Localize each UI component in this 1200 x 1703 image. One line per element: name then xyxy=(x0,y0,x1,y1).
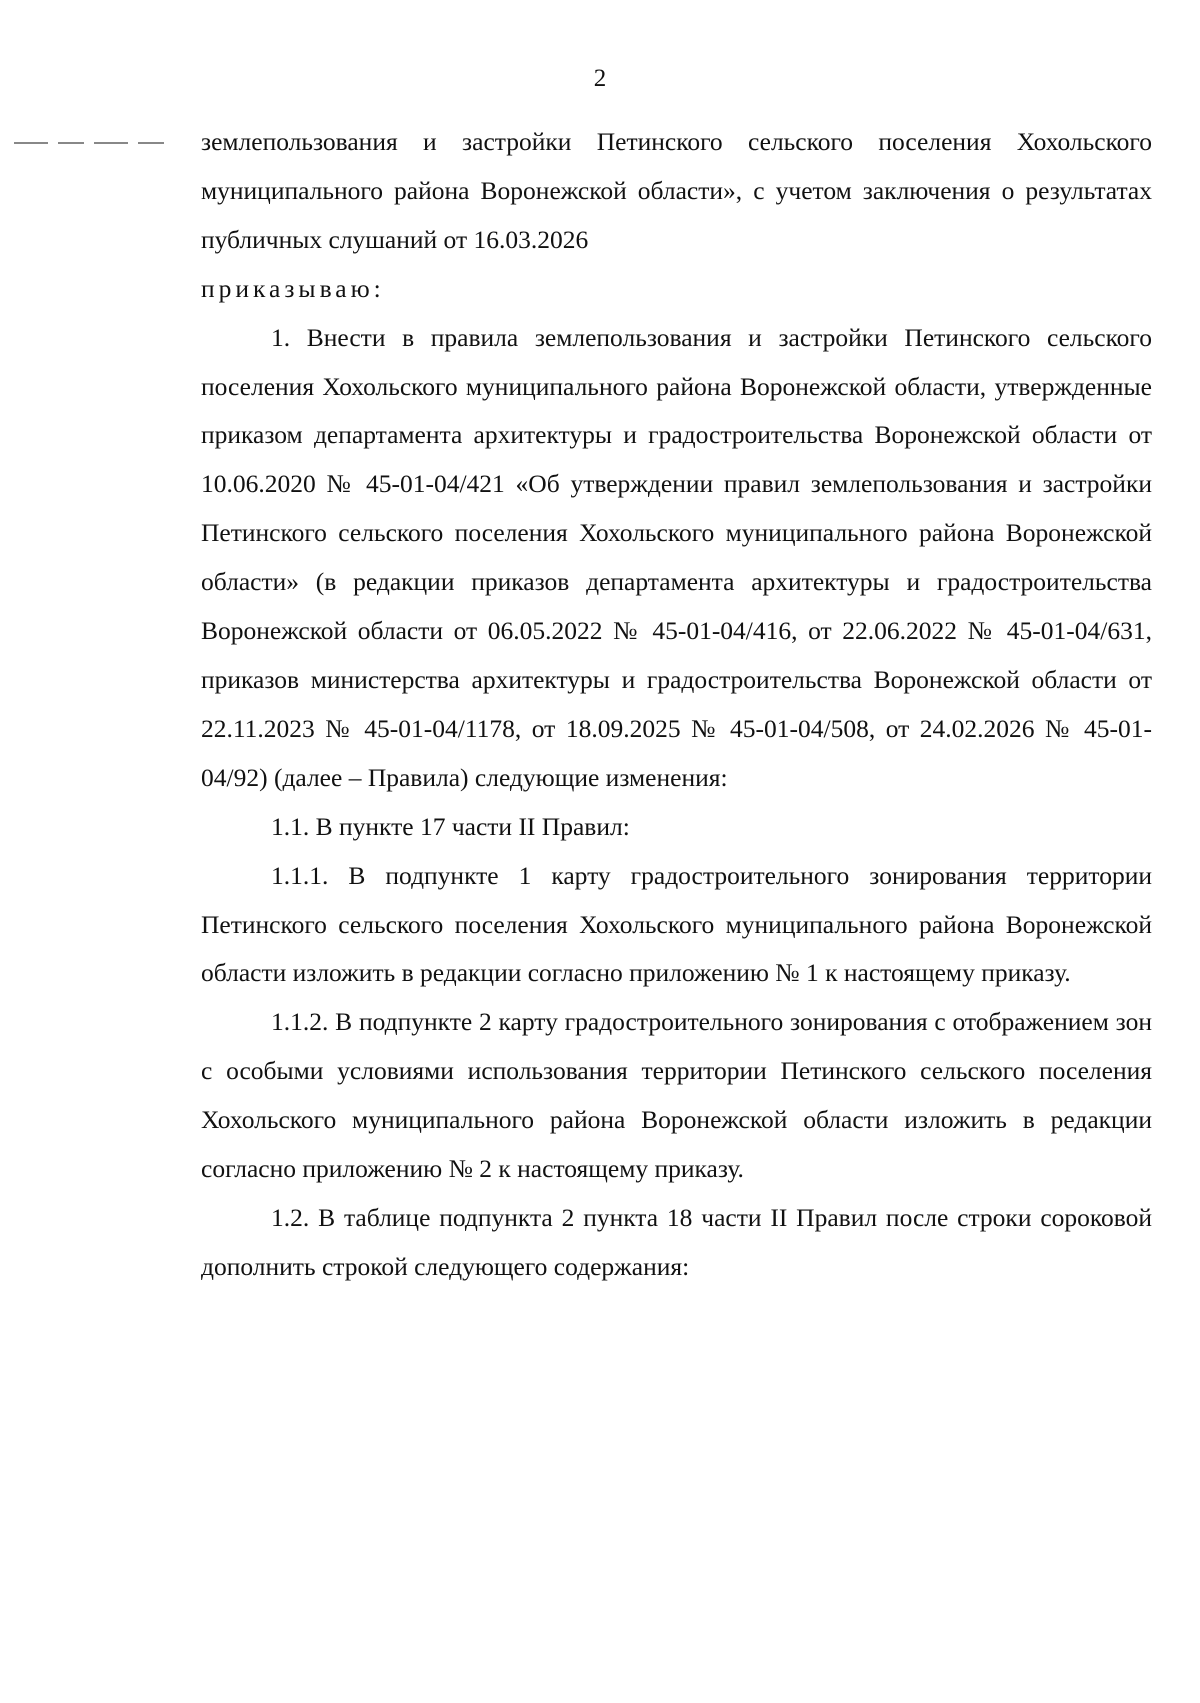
paragraph-order-word: приказываю: xyxy=(201,273,385,303)
paragraph-item-1: 1. Внести в правила землепользования и застройки Петинского сельского поселения Хохольского муниципального района Воронежской области, утвержденные приказом департамента архитектуры и градостроительства Воронежской области от 10.06.2020 № 45-01-04/421 «Об утверждении правил землепользования и застройки Петинского сельского поселения Хохольского муниципального района Воронежской области» (в редакции приказов департамента архитектуры и градостроительства Воронежской области от 06.05.2022 № 45-01-04/416, от 22.06.2022 № 45-01-04/631, приказов министерства архитектуры и градостроительства Воронежской области от 22.11.2023 № 45-01-04/1178, от 18.09.2025 № 45-01-04/508, от 24.02.2026 № 45-01-04/92) (далее – Правила) следующие изменения: xyxy=(201,322,1152,792)
paragraph-item-1-1: 1.1. В пункте 17 части II Правил: xyxy=(271,811,630,841)
margin-dash-mark xyxy=(14,142,174,144)
document-body xyxy=(201,118,1152,1292)
paragraph-item-1-2: 1.2. В таблице подпункта 2 пункта 18 части II Правил после строки сороковой дополнить строкой следующего содержания: xyxy=(201,1202,1152,1281)
paragraph-continuation: землепользования и застройки Петинского сельского поселения Хохольского муниципального района Воронежской области», с учетом заключения о результатах публичных слушаний от 16.03.2026 xyxy=(201,127,1152,254)
paragraph-item-1-1-2: 1.1.2. В подпункте 2 карту градостроительного зонирования с отображением зон с особыми условиями использования территории Петинского сельского поселения Хохольского муниципального района Воронежской области изложить в редакции согласно приложению № 2 к настоящему приказу. xyxy=(201,1007,1152,1184)
page-number: 2 xyxy=(593,65,607,92)
paragraph-item-1-1-1: 1.1.1. В подпункте 1 карту градостроительного зонирования территории Петинского сельского поселения Хохольского муниципального района Воронежской области изложить в редакции согласно приложению № 1 к настоящему приказу. xyxy=(201,860,1152,988)
